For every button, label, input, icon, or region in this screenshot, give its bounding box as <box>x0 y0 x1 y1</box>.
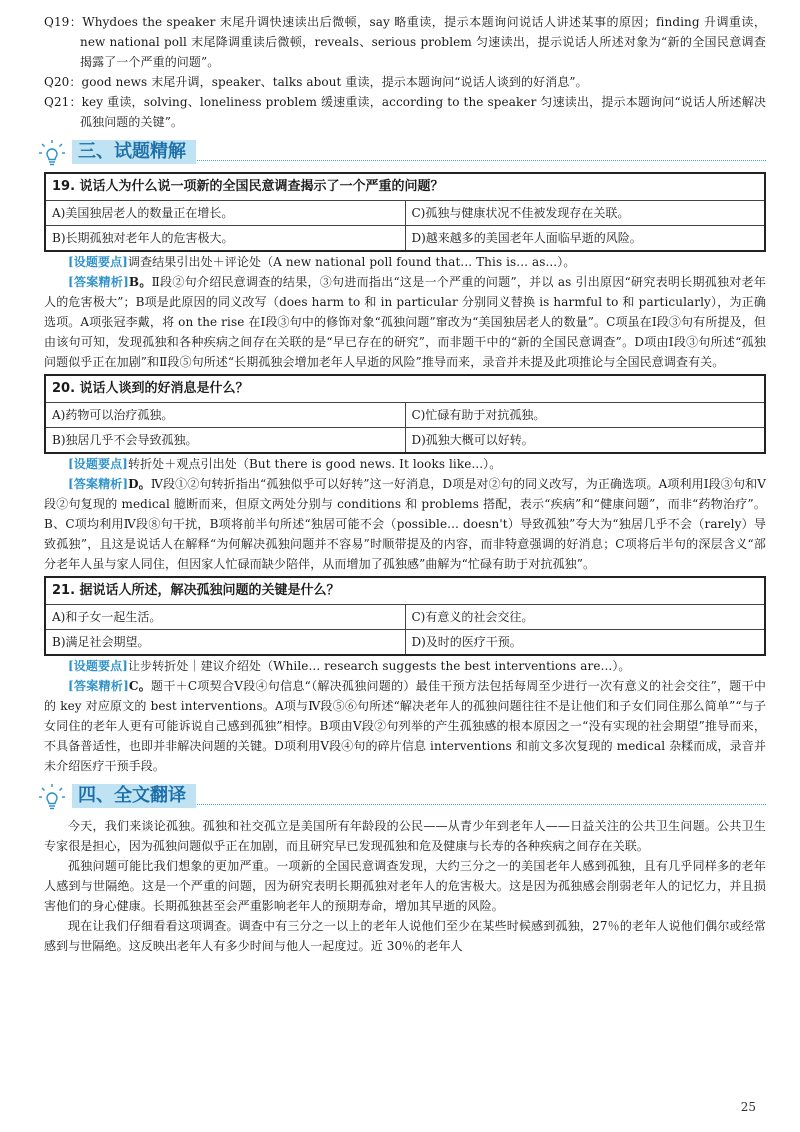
answer-analysis-20 <box>44 474 766 574</box>
option-b: B)长期孤独对老年人的危害极大。 <box>46 226 406 250</box>
analysis-text: Ⅳ段①②句转折指出“孤独似乎可以好转”这一好消息，D项是对②句的同义改写，为正确选项。A项利用Ⅰ段③句和Ⅴ段②句复现的 medical 臆断而来，但原文两处分别与 conditions 和 problems 搭配，表示“疾病”和“健康问题”，而非“药物治疗”。B、C项均利用Ⅳ段⑧句干扰，B项将前半句所述“独居可能不会（possible... doesn't）导致孤独”夸大为“独居几乎不会（rarely）导致孤独”，且这是说话人在解释“为何解决孤独问题并不容易”时顺带提及的内容，而非特意强调的好消息；C项将后半句的深层含义“部分老年人虽与家人同住，但因家人忙碌而缺少陪伴，从而增加了孤独感”曲解为“忙碌有助于对抗孤独”。 <box>44 477 766 571</box>
analysis-label: [答案精析] <box>68 679 129 693</box>
option-b: B)独居几乎不会导致孤独。 <box>46 428 406 452</box>
analysis-text: Ⅱ段②句介绍民意调查的结果，③句进而指出“这是一个严重的问题”，并以 as 引出原因“研究表明长期孤独对老年人的危害极大”；B项是此原因的同义改写（does harm to 和 in particular 分别同义替换 is harmful to 和 particularly），为正确选项。A项张冠李戴，将 on the rise 在Ⅰ段③句中的修饰对象“孤独问题”窜改为“美国独居老人的数量”。C项虽在Ⅰ段③句有所提及，但由该句可知，发现孤独和各种疾病之间存在关联的是“早已存在的研究”，而非题干中的“新的全国民意调查”。D项由Ⅰ段③句所述“孤独问题似乎正在加剧”和Ⅱ段⑤句所述“长期孤独会增加老年人早逝的风险”推导而来，录音并未提及此项推论与全国民意调查有关。 <box>44 275 766 369</box>
answer-analysis-21 <box>44 676 766 776</box>
key-point-21 <box>44 656 766 676</box>
key-point-label: [设题要点] <box>68 255 128 269</box>
question-text: 21. 据说话人所述，解决孤独问题的关键是什么？ <box>46 578 764 605</box>
analysis-label: [答案精析] <box>68 275 129 289</box>
options-row <box>46 403 764 428</box>
lightbulb-icon <box>38 139 66 167</box>
options-row <box>46 605 764 630</box>
option-c: C)忙碌有助于对抗孤独。 <box>411 408 546 422</box>
question-text: 19. 说话人为什么说一项新的全国民意调查揭示了一个严重的问题？ <box>46 174 764 201</box>
question-text: 20. 说话人谈到的好消息是什么？ <box>46 376 764 403</box>
intro-line: Q20：good news 末尾升调，speaker、talks about 重读，提示本题询问“说话人谈到的好消息”。 <box>44 75 588 89</box>
option-c: C)有意义的社会交往。 <box>411 610 534 624</box>
section-header-answers <box>44 138 766 168</box>
section-title: 三、试题精解 <box>72 140 196 164</box>
key-point-text: 调查结果引出处＋评论处（A new national poll found that... This is... as...）。 <box>127 255 576 269</box>
section-title: 四、全文翻译 <box>72 784 196 808</box>
answer-letter: D。 <box>128 477 151 491</box>
options-row <box>46 630 764 654</box>
options-row <box>46 428 764 452</box>
translation-paragraph: 今天，我们来谈论孤独。孤独和社交孤立是美国所有年龄段的公民——从青少年到老年人——日益关注的公共卫生问题。公共卫生专家很是担心，因为孤独问题似乎正在加剧，而且研究早已发现孤独和危及健康与长寿的各种疾病之间存在关联。 <box>44 819 766 853</box>
key-point-text: 让步转折处｜建议介绍处（While... research suggests the best interventions are...）。 <box>127 659 631 673</box>
answer-analysis-19 <box>44 272 766 372</box>
options-row <box>46 226 764 250</box>
translation-block <box>44 816 766 956</box>
analysis-text: 题干＋C项契合Ⅴ段④句信息“（解决孤独问题的）最佳干预方法包括每周至少进行一次有意义的社会交往”，题干中的 key 对应原文的 best interventions。A项与Ⅳ段⑤⑥句所述“解决老年人的孤独问题往往不是让他们和子女们同住那么简单”“与子女同住的老年人更有可能诉说自己感到孤独”相悖。B项由Ⅴ段②句列举的产生孤独感的根本原因之一“没有实现的社会期望”推导而来，不具备普适性，也即并非解决问题的关键。D项利用Ⅴ段④句的碎片信息 interventions 和前文多次复现的 medical 杂糅而成，录音并未介绍医疗干预手段。 <box>44 679 766 773</box>
option-a: A)美国独居老人的数量正在增长。 <box>46 201 406 225</box>
intro-block <box>44 12 766 132</box>
page-number: 25 <box>740 1100 756 1114</box>
translation-paragraph: 孤独问题可能比我们想象的更加严重。一项新的全国民意调查发现，大约三分之一的美国老年人感到孤独，且有几乎同样多的老年人感到与世隔绝。这是一个严重的问题，因为研究表明长期孤独对老年人的危害极大。这是因为孤独感会削弱老年人的记忆力，并且损害他们的身心健康。长期孤独甚至会严重影响老年人的预期寿命，增加其早逝的风险。 <box>44 859 766 913</box>
option-a: A)药物可以治疗孤独。 <box>46 403 406 427</box>
key-point-label: [设题要点] <box>68 659 128 673</box>
key-point-label: [设题要点] <box>68 457 128 471</box>
answer-letter: B。 <box>128 275 152 289</box>
translation-paragraph: 现在让我们仔细看看这项调查。调查中有三分之一以上的老年人说他们至少在某些时候感到孤独，27％的老年人说他们偶尔或经常感到与世隔绝。这反映出老年人有多少时间与他人一起度过。近 30％的老年人 <box>44 919 766 953</box>
key-point-19 <box>44 252 766 272</box>
page-content <box>44 12 766 956</box>
question-box-21 <box>44 576 766 656</box>
intro-line: Q19：Whydoes the speaker 末尾升调快速读出后微顿，say 略重读，提示本题询问说话人讲述某事的原因；finding 升调重读，new national poll 末尾降调重读后微顿，reveals、serious problem 匀速读出，提示说话人所述对象为“新的全国民意调查揭露了一个严重的问题”。 <box>44 15 766 69</box>
option-d: D)及时的医疗干预。 <box>411 635 522 649</box>
question-box-20 <box>44 374 766 454</box>
option-d: D)越来越多的美国老年人面临早逝的风险。 <box>411 231 642 245</box>
key-point-text: 转折处＋观点引出处（But there is good news. It looks like...）。 <box>127 457 502 471</box>
lightbulb-icon <box>38 783 66 811</box>
section-header-translation <box>44 782 766 812</box>
option-d: D)孤独大概可以好转。 <box>411 433 534 447</box>
question-box-19 <box>44 172 766 252</box>
option-c: C)孤独与健康状况不佳被发现存在关联。 <box>411 206 630 220</box>
intro-line: Q21：key 重读，solving、loneliness problem 缓速重读，according to the speaker 匀速读出，提示本题询问“说话人所述解决孤独问题的关键”。 <box>44 95 766 129</box>
options-row <box>46 201 764 226</box>
option-a: A)和子女一起生活。 <box>46 605 406 629</box>
answer-letter: C。 <box>128 679 152 693</box>
analysis-label: [答案精析] <box>68 477 129 491</box>
key-point-20 <box>44 454 766 474</box>
option-b: B)满足社会期望。 <box>46 630 406 654</box>
